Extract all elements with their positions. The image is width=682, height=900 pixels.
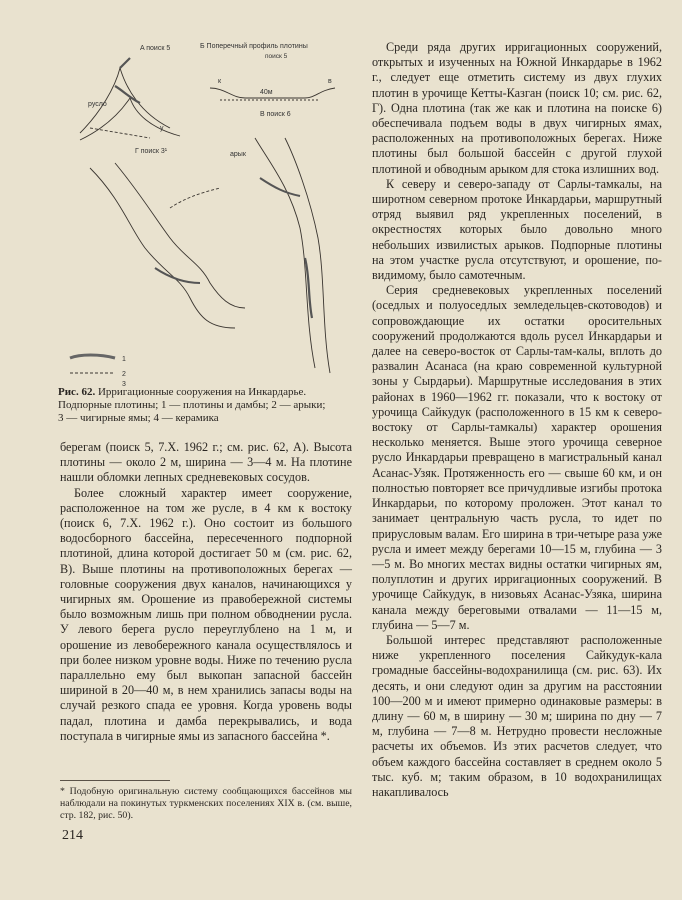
caption-title: Ирригационные сооружения на Инкардарье. — [97, 386, 307, 398]
label-u: у — [160, 125, 164, 132]
label-panel-v: В поиск 6 — [260, 111, 291, 118]
footnote: * Подобную оригинальную систему сообщающихся бассейнов мы наблюдали на покинутых туркменских поселениях XIX в. (см. выше, стр. 182, рис. 50). — [60, 786, 352, 821]
caption-label: Рис. 62. — [58, 386, 96, 398]
right-paragraph-1: Среди ряда других ирригационных сооружений, открытых и изученных на Южной Инкардарье в 1962 г., следует еще отметить систему из двух глухих плотин в урочище Кетты-Казган (поиск 10; см. рис. 62, Г). Одна плотина (так же как и плотина на поиске 6) обеспечивала подъем воды в двух чигирных ямах, расположенных на противоположных берегах. Ниже плотины был большой бассейн с другой глухой плотиной и обводным арыком для стока излишних вод. — [372, 40, 662, 176]
label-panel-b: Б Поперечный профиль плотины — [200, 43, 308, 50]
figure-caption — [58, 386, 358, 425]
left-paragraph-1: берегам (поиск 5, 7.Х. 1962 г.; см. рис. 62, А). Высота плотины — около 2 м, ширина — 3—4 м. На плотине нашли обломки лепных средневековых сосудов. — [60, 440, 352, 485]
label-arykh: арык — [230, 151, 246, 158]
right-column — [372, 40, 662, 800]
label-panel-a: A поиск 5 — [140, 45, 171, 52]
legend-num-2: 2 — [122, 371, 126, 378]
footnote-divider — [60, 780, 170, 781]
legend-num-1: 1 — [122, 356, 126, 363]
right-paragraph-3: Серия средневековых укрепленных поселений (оседлых и полуоседлых земледельцев-скотоводов) и сопровождающие их остатки оросительных сооружений продолжаются вдоль русел Инкардарьи и далее на северо-восток от Сарлы-там-калы, вплоть до развалин Асанаса (на краю современной культурной зоны у Сырдарьи). Маршрутные исследования в этих районах в 1960—1962 гг. показали, что к востоку от урочища Сайкудук (расположенного в 15 км к северо-востоку от Сарлы-тамкалы) характер орошения несколько меняется. Выше этого урочища северное русло Инкардарьи превращено в магистральный канал Асанас-Узяк. Протяженность его — свыше 60 км, и он полностью повторяет все причудливые изгибы протока Инкардарьи, по которому проложен. Этот канал то занимает центральную часть русла, то идет по прирусловым валам. Его ширина в три-четыре раза уже русла и имеет между берегами 10—15 м, глубина — 3—5 м. Во многих местах видны остатки чигирных ям, полуплотин и других ирригационных сооружений. В урочище Сайкудук, в низовьях Асанас-Узяка, ширина канала между береговыми отвалами — 11—15 м, глубина — 5—7 м. — [372, 283, 662, 632]
label-v: в — [328, 78, 332, 85]
caption-line-2: Подпорные плотины; 1 — плотины и дамбы; 2 — арыки; — [58, 399, 326, 411]
irrigation-figure — [60, 28, 352, 388]
label-ruslo: русло — [88, 101, 107, 108]
right-paragraph-2: К северу и северо-западу от Сарлы-тамкалы, на широтном северном протоке Инкардарьи, маршрутный отряд выявил ряд укрепленных поселений, в окрестностях которых было довольно много небольших извилистых арыков. Подпорные плотины на этом участке русла отсутствуют, и орошение, по-видимому, было самотечным. — [372, 176, 662, 283]
left-column — [60, 440, 352, 744]
left-paragraph-2: Более сложный характер имеет сооружение, расположенное на том же русле, в 4 км к востоку (поиск 6, 7.Х. 1962 г.). Оно состоит из большого водосборного бассейна, пересеченного подпорной плотиной, длина которой достигает 50 м (см. рис. 62, В). Выше плотины на противоположных берегах — головные сооружения двух каналов, начинающихся у чигирных ям. Орошение из правобережной системы было возможным лишь при полном обводнении русла. У левого берега русло переуглублено на 1 м, и орошение из левобережного канала осуществлялось и при более низком уровне воды. Ниже по течению русла параллельно ему был выкопан запасной бассейн шириной в 20—40 м, в нем хранились запасы воды на случай резкого спада ее уровня. Когда уровень воды падал, плотина и дамба перекрывались, и вода поступала в чигирные ямы из запасного бассейна *. — [60, 485, 352, 743]
caption-line-3: 3 — чигирные ямы; 4 — керамика — [58, 412, 219, 424]
label-panel-g: Г поиск 3¹ — [135, 148, 168, 155]
label-panel-b-sub: поиск 5 — [265, 53, 288, 60]
right-paragraph-4: Большой интерес представляют расположенные ниже укрепленного поселения Сайкудук-кала громадные бассейны-водохранилища (см. рис. 63). Их десять, и они следуют один за другим на расстоянии 100—200 м и имеют примерно одинаковые размеры: в длину — 60 м, в ширину — 30 м; ширина по дну — 7 м, глубина — 7—8 м. Нетрудно провести несложные расчеты их объемов. Из этих расчетов следует, что объем каждого бассейна составляет в среднем около 5 тыс. куб. м; таким образом, в 10 водохранилищах накапливалось — [372, 632, 662, 799]
page-number: 214 — [62, 828, 83, 843]
figure-drawing — [60, 28, 352, 388]
label-measure: 40м — [260, 89, 273, 96]
label-k: к — [218, 78, 222, 85]
legend-num-3: 3 — [122, 381, 126, 388]
